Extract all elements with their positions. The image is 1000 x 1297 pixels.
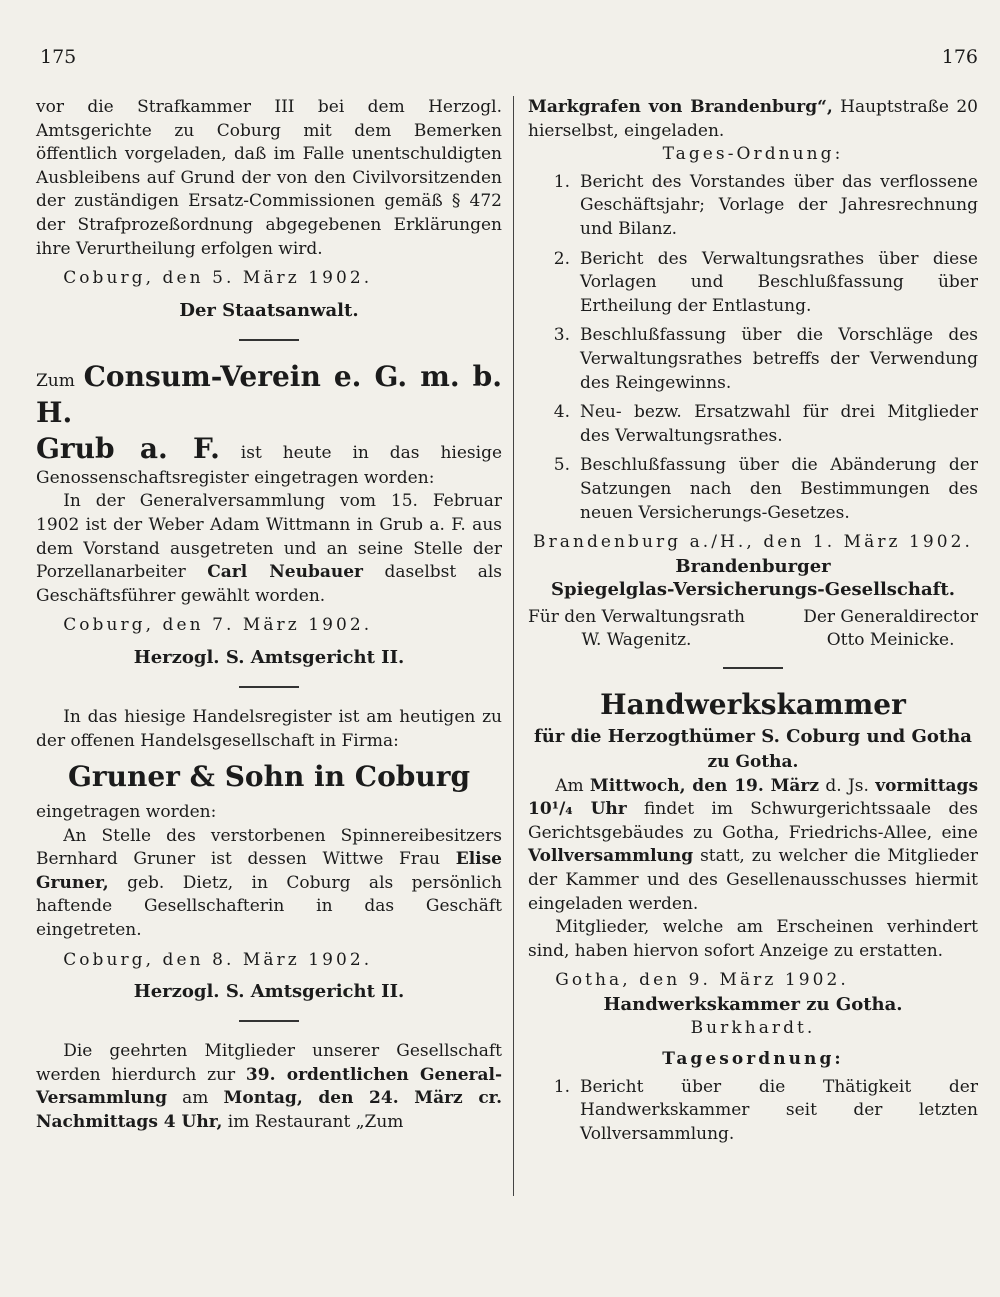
date-line: Coburg, den 8. März 1902. <box>63 949 373 970</box>
signature-verwaltungsrath: Für den Verwaltungsrath W. Wagenitz. <box>528 606 745 651</box>
handwerkskammer-note: Mitglieder, welche am Erscheinen verhindert sind, haben hiervon sofort Anzeige zu erstatten. <box>528 917 978 961</box>
agenda-item-number: 2. <box>553 248 570 269</box>
agenda2-title: Tagesordnung: <box>662 1049 844 1070</box>
agenda-item-text: Bericht des Vorstandes über das verflossene Geschäftsjahr; Vorlage der Jahresrechnung und Bilanz. <box>580 171 978 239</box>
column-divider <box>513 96 514 1196</box>
handel-intro: In das hiesige Handelsregister ist am heutigen zu der offenen Handelsgesellschaft in Firma: <box>36 706 502 751</box>
date-line: Coburg, den 7. März 1902. <box>63 615 373 636</box>
handel-body: An Stelle des verstorbenen Spinnereibesitzers Bernhard Gruner ist dessen Wittwe Frau Elise Gruner, geb. Dietz, in Coburg als persönlich haftende Gesellschafterin in das Geschäft eingetreten. <box>36 825 502 941</box>
agenda-item-text: Bericht über die Thätigkeit der Handwerkskammer seit der letzten Vollversammlung. <box>580 1076 978 1144</box>
consum-place: Grub a. F. <box>36 431 220 465</box>
firma-name: Gruner & Sohn in Coburg <box>67 760 471 794</box>
agenda-item <box>528 248 978 319</box>
agenda-item <box>528 401 978 448</box>
separator-rule <box>239 686 299 688</box>
agenda-item-number: 1. <box>553 1076 570 1097</box>
signature-amtsgericht: Herzogl. S. Amtsgericht II. <box>133 981 405 1003</box>
invitation-continued: Markgrafen von Brandenburg“, Hauptstraße 20 hierselbst, eingeladen. <box>528 97 978 141</box>
separator-rule <box>723 667 783 669</box>
agenda-item <box>528 1076 978 1147</box>
company-name-line2: Spiegelglas-Versicherungs-Gesellschaft. <box>551 579 955 601</box>
date-line: Brandenburg a./H., den 1. März 1902. <box>533 532 973 553</box>
handwerkskammer-signature: Handwerkskammer zu Gotha. <box>603 994 903 1015</box>
handwerkskammer-body: Am Mittwoch, den 19. März d. Js. vormittags 10¹/₄ Uhr findet im Schwurgerichtssaale des Gerichtsgebäudes zu Gotha, Friedrichs-Allee, eine Vollversammlung statt, zu welcher die Mitglieder der Kammer und des Gesellenausschusses hiermit eingeladen werden. <box>528 775 979 914</box>
agenda-item-number: 1. <box>553 171 570 192</box>
consum-notice: Zum Consum-Verein e. G. m. b. H. Grub a. F. ist heute in das hiesige Genossenschaftsregister eingetragen worden: <box>36 359 503 488</box>
handwerkskammer-place: zu Gotha. <box>707 752 799 773</box>
signature-generaldirector: Der Generaldirector Otto Meinicke. <box>803 606 978 651</box>
separator-rule <box>239 339 299 341</box>
agenda-item-number: 5. <box>553 455 570 476</box>
agenda-item-text: Bericht des Verwaltungsrathes über diese Vorlagen und Beschlußfassung über Ertheilung der Entlastung. <box>580 248 978 316</box>
left-column <box>36 96 502 1135</box>
signature-amtsgericht: Herzogl. S. Amtsgericht II. <box>133 646 405 668</box>
agenda2-list <box>528 1076 978 1147</box>
company-name-line1: Brandenburger <box>675 555 831 577</box>
consum-title: Consum-Verein e. G. m. b. H. <box>36 359 502 429</box>
page-number-left: 175 <box>40 46 77 68</box>
handwerkskammer-signer: Burkhardt. <box>690 1017 816 1038</box>
page-number-right: 176 <box>941 46 978 68</box>
consum-body: In der Generalversammlung vom 15. Februar 1902 ist der Weber Adam Wittmann in Grub a. F. aus dem Vorstand ausgetreten und an seine Stelle der Porzellanarbeiter Carl Neubauer daselbst als Geschäftsführer gewählt worden. <box>36 491 502 606</box>
date-line: Coburg, den 5. März 1902. <box>63 268 373 289</box>
members-invitation: Die geehrten Mitglieder unserer Gesellschaft werden hierdurch zur 39. ordentlichen General-Versammlung am Montag, den 24. März cr. Nachmittags 4 Uhr, im Restaurant „Zum <box>36 1041 503 1133</box>
handwerkskammer-title: Handwerkskammer <box>600 688 906 722</box>
separator-rule <box>239 1020 299 1022</box>
signature-staatsanwalt: Der Staatsanwalt. <box>179 299 359 321</box>
signatures <box>528 606 978 653</box>
eingetragen-line: eingetragen worden: <box>36 802 217 823</box>
agenda-item <box>528 454 978 525</box>
summons-paragraph: vor die Strafkammer III bei dem Herzogl. Amtsgerichte zu Coburg mit dem Bemerken öffentlich vorgeladen, daß im Falle unentschuldigten Ausbleibens auf Grund der von den Civilvorsitzenden der zuständigen Ersatz-Commissionen gemäß § 472 der Strafprozeßordnung abgegebenen Erklärungen ihre Verurtheilung erfolgen wird. <box>36 97 502 259</box>
date-line: Gotha, den 9. März 1902. <box>555 970 849 991</box>
agenda-item <box>528 324 978 395</box>
agenda-list <box>528 171 978 525</box>
agenda-item-text: Beschlußfassung über die Abänderung der Satzungen nach den Bestimmungen des neuen Versicherungs-Gesetzes. <box>580 455 978 523</box>
right-column <box>528 96 978 1153</box>
agenda-item-text: Beschlußfassung über die Vorschläge des Verwaltungsrathes betreffs der Verwendung des Reingewinns. <box>580 325 978 393</box>
agenda-item-number: 3. <box>553 325 570 346</box>
agenda-item-text: Neu- bezw. Ersatzwahl für drei Mitglieder des Verwaltungsrathes. <box>580 402 978 446</box>
agenda-item <box>528 171 978 242</box>
agenda-item-number: 4. <box>553 402 570 423</box>
agenda-title: Tages-Ordnung: <box>662 144 844 165</box>
handwerkskammer-subtitle: für die Herzogthümer S. Coburg und Gotha <box>534 726 972 748</box>
